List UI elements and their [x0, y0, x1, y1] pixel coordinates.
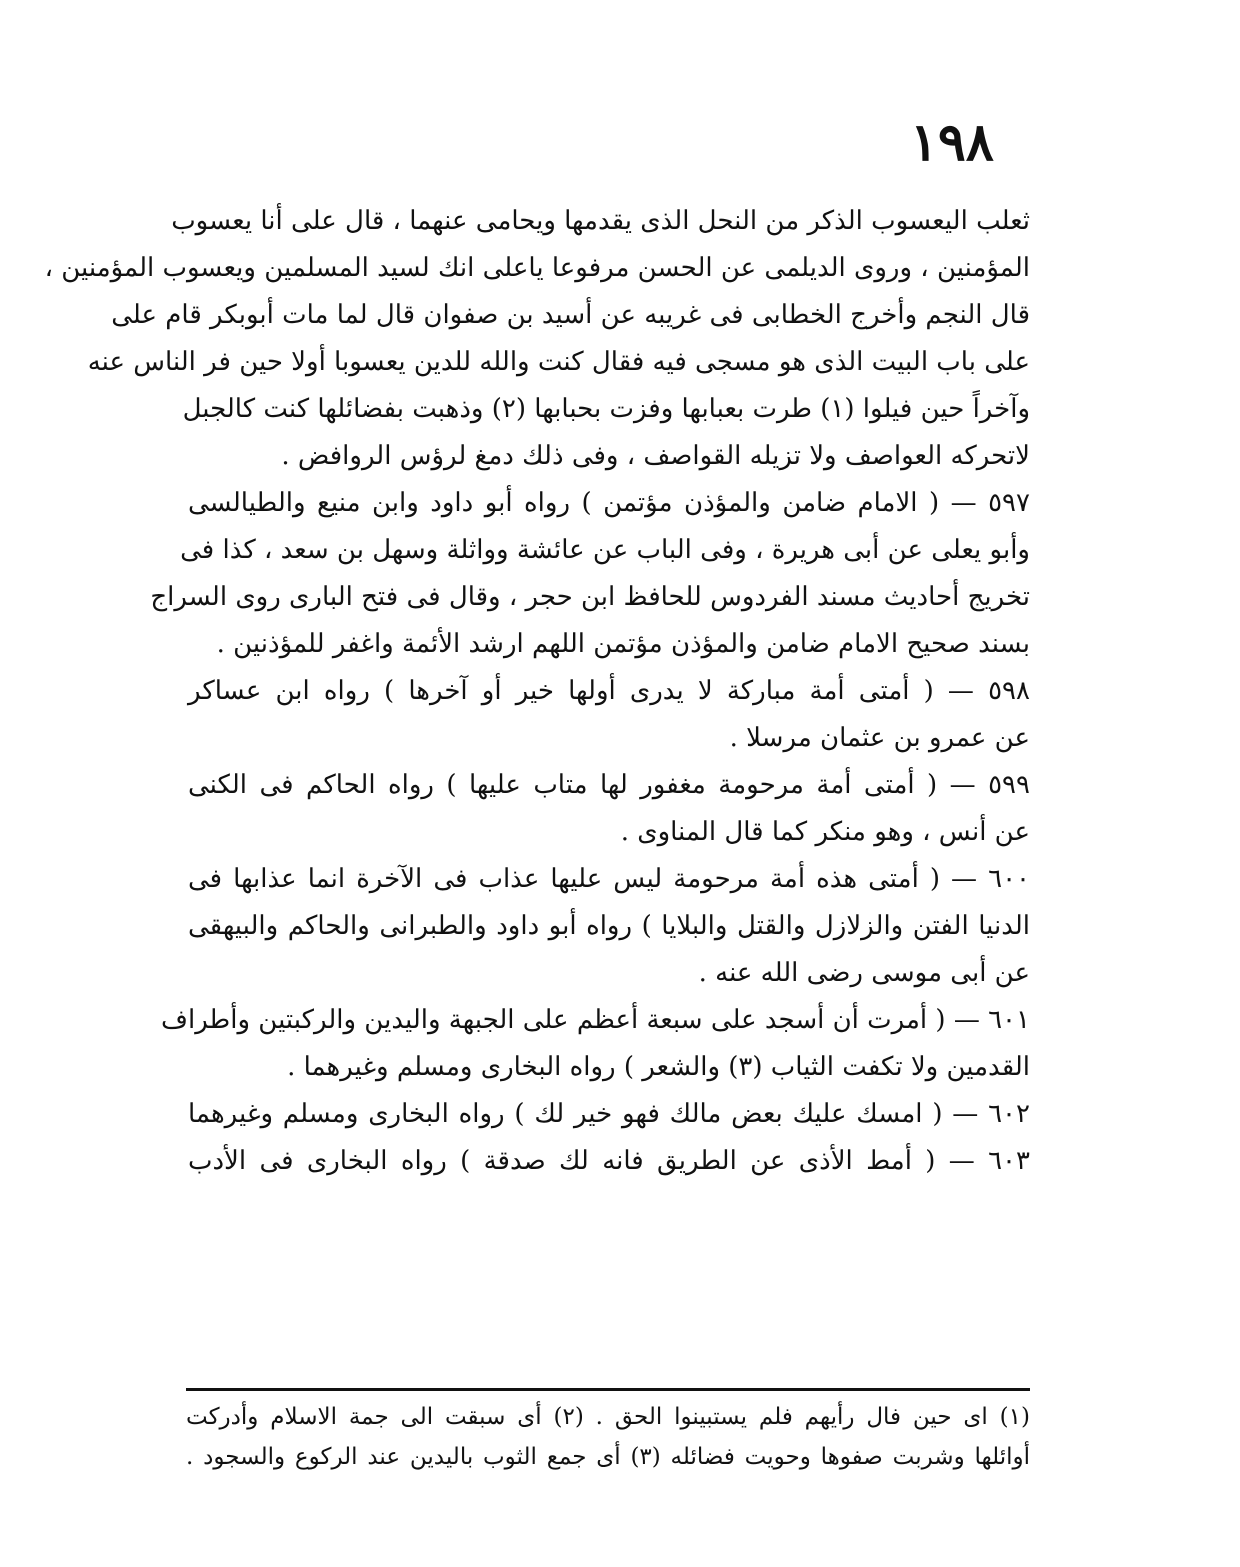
- hadith-entry-599: ٥٩٩ — ( أمتى أمة مرحومة مغفور لها متاب عليها ) رواه الحاكم فى الكنى: [188, 770, 1030, 800]
- text-line: القدمين ولا تكفت الثياب (٣) والشعر ) رواه البخارى ومسلم وغيرهما .: [287, 1052, 1030, 1082]
- hadith-entry-597: ٥٩٧ — ( الامام ضامن والمؤذن مؤتمن ) رواه أبو داود وابن منيع والطيالسى: [188, 488, 1030, 518]
- hadith-entry-602: ٦٠٢ — ( امسك عليك بعض مالك فهو خير لك ) رواه البخارى ومسلم وغيرهما: [188, 1099, 1030, 1129]
- hadith-entry-598: ٥٩٨ — ( أمتى أمة مباركة لا يدرى أولها خير أو آخرها ) رواه ابن عساكر: [188, 676, 1030, 706]
- footnote-line: أوائلها وشربت صفوها وحويت فضائله (٣) أى جمع الثوب باليدين عند الركوع والسجود .: [186, 1444, 1030, 1470]
- hadith-entry-603: ٦٠٣ — ( أمط الأذى عن الطريق فانه لك صدقة ) رواه البخارى فى الأدب: [188, 1146, 1030, 1176]
- text-line: عن عمرو بن عثمان مرسلا .: [729, 723, 1030, 753]
- text-line: وآخراً حين فيلوا (١) طرت بعبابها وفزت بحبابها (٢) وذهبت بفضائلها كنت كالجبل: [182, 394, 1030, 424]
- footnotes-section: [186, 1388, 1030, 1477]
- text-line: المؤمنين ، وروى الديلمى عن الحسن مرفوعا ياعلى انك لسيد المسلمين ويعسوب المؤمنين ،: [44, 253, 1030, 283]
- text-line: ثعلب اليعسوب الذكر من النحل الذى يقدمها ويحامى عنهما ، قال على أنا يعسوب: [171, 206, 1030, 236]
- page-number: ١٩٨: [910, 112, 994, 173]
- main-text-block: [44, 198, 1031, 1185]
- text-line: الدنيا الفتن والزلازل والقتل والبلايا ) رواه أبو داود والطبرانى والحاكم والبيهقى: [188, 911, 1031, 941]
- text-line: تخريج أحاديث مسند الفردوس للحافظ ابن حجر ، وقال فى فتح البارى روى السراج: [150, 582, 1030, 612]
- footnote-line: (١) اى حين فال رأيهم فلم يستبينوا الحق . (٢) أى سبقت الى جمة الاسلام وأدركت: [186, 1404, 1030, 1430]
- text-line: لاتحركه العواصف ولا تزيله القواصف ، وفى ذلك دمغ لرؤس الروافض .: [281, 441, 1030, 471]
- hadith-entry-601: ٦٠١ — ( أمرت أن أسجد على سبعة أعظم على الجبهة واليدين والركبتين وأطراف: [161, 1005, 1030, 1035]
- text-line: على باب البيت الذى هو مسجى فيه فقال كنت والله للدين يعسوبا أولا حين فر الناس عنه: [87, 347, 1030, 377]
- text-line: قال النجم وأخرج الخطابى فى غريبه عن أسيد بن صفوان قال لما مات أبوبكر قام على: [111, 300, 1030, 330]
- text-line: وأبو يعلى عن أبى هريرة ، وفى الباب عن عائشة وواثلة وسهل بن سعد ، كذا فى: [180, 535, 1030, 565]
- footnote-divider: [186, 1388, 1030, 1391]
- text-line: عن أنس ، وهو منكر كما قال المناوى .: [620, 817, 1030, 847]
- text-line: بسند صحيح الامام ضامن والمؤذن مؤتمن اللهم ارشد الأئمة واغفر للمؤذنين .: [216, 629, 1030, 659]
- hadith-entry-600: ٦٠٠ — ( أمتى هذه أمة مرحومة ليس عليها عذاب فى الآخرة انما عذابها فى: [188, 864, 1031, 894]
- text-line: عن أبى موسى رضى الله عنه .: [698, 958, 1030, 988]
